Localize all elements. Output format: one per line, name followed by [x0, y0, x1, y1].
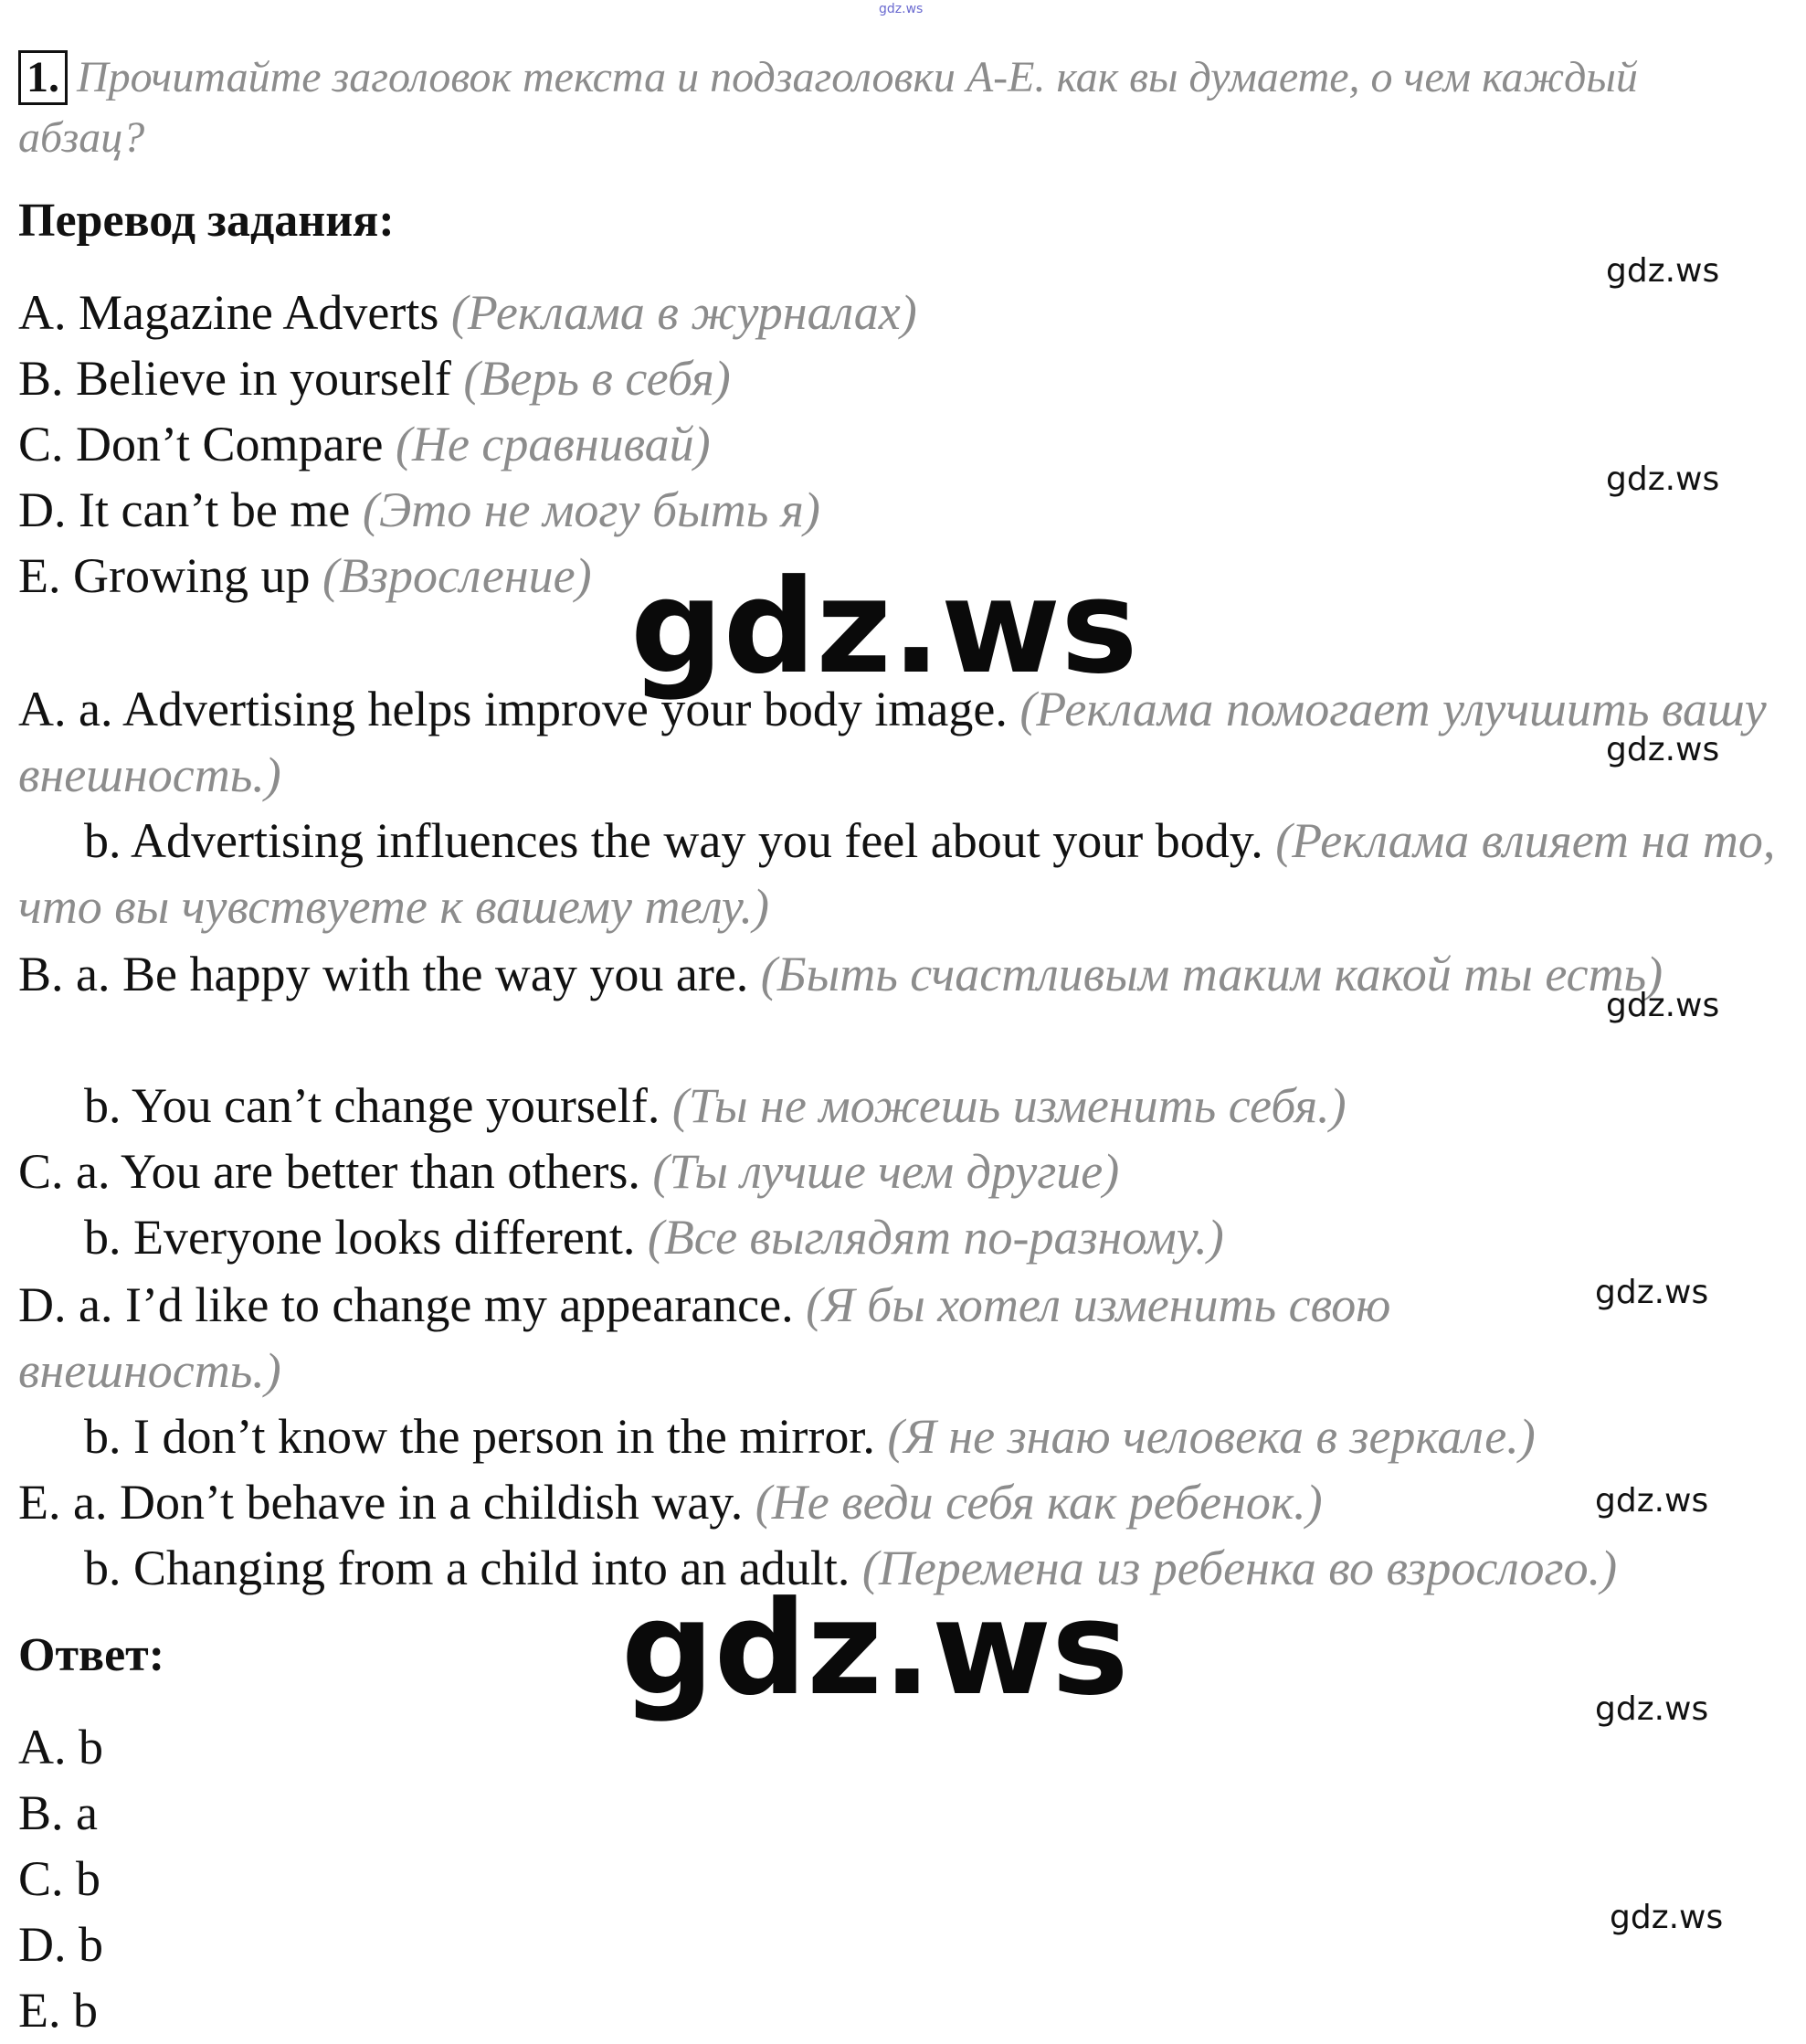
- headline-ru: (Не сравнивай): [395, 417, 711, 471]
- watermark-small: gdz.ws: [1595, 1274, 1709, 1311]
- option-ru: (Я не знаю человека в зеркале.): [887, 1409, 1536, 1464]
- watermark-small: gdz.ws: [1606, 461, 1720, 498]
- watermark-big: gdz.ws: [621, 1573, 1129, 1724]
- answer-line: D. b: [18, 1917, 103, 1972]
- headline-en: E. Growing up: [18, 548, 311, 603]
- option-en: A. a. Advertising helps improve your body image.: [18, 682, 1008, 736]
- headline-ru: (Взросление): [322, 548, 592, 603]
- option-c-a: [18, 1138, 1790, 1204]
- option-ru: (Быть счастливым таким какой ты есть): [760, 947, 1663, 1001]
- option-en: D. a. I’d like to change my appearance.: [18, 1277, 794, 1332]
- watermark-small: gdz.ws: [1595, 1482, 1709, 1520]
- headline-ru: (Это не могу быть я): [362, 482, 820, 537]
- answer-line: E. b: [18, 1983, 98, 2038]
- option-e-a: [18, 1469, 1790, 1535]
- option-en: b. Advertising influences the way you feel about your body.: [84, 813, 1263, 868]
- headline-en: C. Don’t Compare: [18, 417, 384, 471]
- headline-d: [18, 477, 1790, 543]
- option-b-b: [84, 1073, 1806, 1138]
- option-d-b: [84, 1403, 1806, 1469]
- option-ru: (Не веди себя как ребенок.): [755, 1475, 1323, 1530]
- watermark-big: gdz.ws: [630, 552, 1138, 703]
- option-b-a: [18, 941, 1790, 1007]
- headline-b: [18, 345, 1790, 411]
- option-c-b: [84, 1204, 1806, 1270]
- option-ru: (Реклама помогает улучшить вашу внешность.): [18, 682, 1767, 802]
- option-ru: (Я бы хотел изменить свою внешность.): [18, 1277, 1391, 1398]
- option-ru: (Реклама влияет на то, что вы чувствуете к вашему телу.): [18, 813, 1776, 934]
- option-ru: (Ты лучше чем другие): [652, 1144, 1120, 1199]
- watermark-small: gdz.ws: [1610, 1899, 1724, 1936]
- headline-ru: (Реклама в журналах): [450, 285, 917, 340]
- option-en: E. a. Don’t behave in a childish way.: [18, 1475, 744, 1530]
- option-ru: (Все выглядят по-разному.): [647, 1210, 1224, 1265]
- headline-c: [18, 411, 1790, 477]
- task-instruction: Прочитайте заголовок текста и подзаголовки А-Е. как вы думаете, о чем каждый абзац?: [18, 53, 1638, 162]
- option-ru: (Ты не можешь изменить себя.): [671, 1078, 1347, 1133]
- headline-en: D. It can’t be me: [18, 482, 351, 537]
- headline-ru: (Верь в себя): [463, 351, 731, 406]
- watermark-small: gdz.ws: [1606, 252, 1720, 290]
- option-a-b: [18, 808, 1790, 939]
- answer-line: A. b: [18, 1720, 103, 1774]
- answer-heading: Ответ:: [18, 1629, 165, 1681]
- answer-line: B. a: [18, 1785, 98, 1840]
- watermark-small: gdz.ws: [1606, 731, 1720, 768]
- option-en: B. a. Be happy with the way you are.: [18, 947, 749, 1001]
- top-watermark: gdz.ws: [879, 2, 924, 16]
- watermark-small: gdz.ws: [1606, 987, 1720, 1024]
- option-en: C. a. You are better than others.: [18, 1144, 640, 1199]
- option-ru: (Перемена из ребенка во взрослого.): [861, 1541, 1618, 1595]
- option-d-a: [18, 1272, 1535, 1403]
- option-en: b. I don’t know the person in the mirror.: [84, 1409, 875, 1464]
- headline-a: [18, 280, 1790, 345]
- option-en: b. You can’t change yourself.: [84, 1078, 660, 1133]
- task-header: [18, 48, 1736, 168]
- task-number: 1.: [18, 50, 68, 105]
- watermark-small: gdz.ws: [1595, 1690, 1709, 1728]
- answer-line: C. b: [18, 1851, 101, 1906]
- headline-en: B. Believe in yourself: [18, 351, 451, 406]
- translation-heading: Перевод задания:: [18, 195, 395, 247]
- headline-en: A. Magazine Adverts: [18, 285, 439, 340]
- option-en: b. Changing from a child into an adult.: [84, 1541, 850, 1595]
- option-en: b. Everyone looks different.: [84, 1210, 636, 1265]
